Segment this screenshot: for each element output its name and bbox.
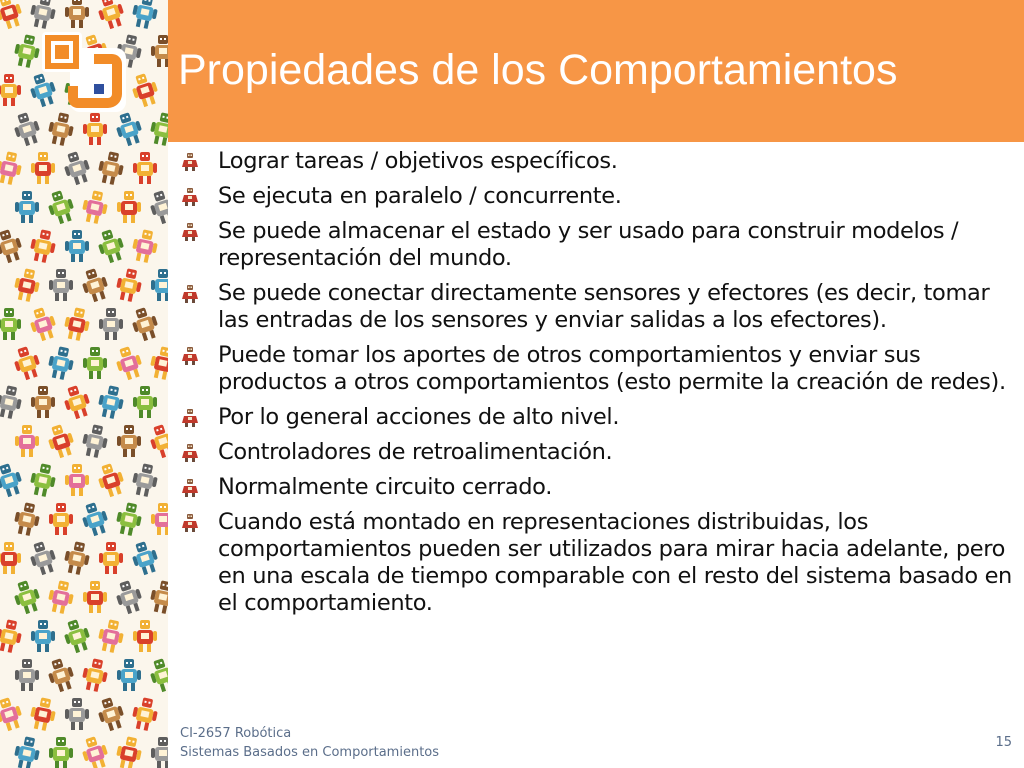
bullet-text: Lograr tareas / objetivos específicos.: [218, 148, 618, 174]
bullet-item: [180, 183, 1016, 210]
slide-footer: [180, 724, 439, 762]
bullet-text: Por lo general acciones de alto nivel.: [218, 404, 620, 430]
bullet-item: [180, 148, 1016, 175]
university-logo: [40, 26, 132, 118]
robot-icon: [180, 478, 200, 498]
bullet-text: Normalmente circuito cerrado.: [218, 474, 553, 500]
robot-icon: [180, 187, 200, 207]
bullet-item: [180, 342, 1016, 396]
bullet-item: [180, 280, 1016, 334]
bullet-text: Se ejecuta en paralelo / concurrente.: [218, 183, 622, 209]
footer-topic: Sistemas Basados en Comportamientos: [180, 745, 440, 760]
bullet-text: Controladores de retroalimentación.: [218, 439, 613, 465]
bullet-text: Se puede almacenar el estado y ser usado para construir modelos / representación del mundo.: [218, 218, 959, 271]
robot-icon: [180, 222, 200, 242]
robot-icon: [180, 346, 200, 366]
bullet-item: [180, 404, 1016, 431]
robot-icon: [180, 408, 200, 428]
robot-icon: [180, 443, 200, 463]
bullet-item: [180, 218, 1016, 272]
robot-icon: [180, 152, 200, 172]
slide-number: 15: [995, 735, 1012, 750]
bullet-text: Cuando está montado en representaciones distribuidas, los comportamientos pueden ser utilizados para mirar hacia adelante, pero en una escala de tiempo comparable con el resto del sistema basado en el comportamiento.: [218, 509, 1012, 616]
bullet-item: [180, 474, 1016, 501]
slide-content: [180, 148, 1016, 625]
robot-icon: [180, 513, 200, 533]
slide-title: Propiedades de los Comportamientos: [178, 46, 898, 94]
bullet-text: Se puede conectar directamente sensores y efectores (es decir, tomar las entradas de los sensores y enviar salidas a los efectores).: [218, 280, 990, 333]
robot-icon: [180, 284, 200, 304]
footer-course: CI-2657 Robótica: [180, 726, 292, 741]
bullet-text: Puede tomar los aportes de otros comportamientos y enviar sus productos a otros comportamientos (esto permite la creación de redes).: [218, 342, 1006, 395]
bullet-item: [180, 509, 1016, 617]
bullet-item: [180, 439, 1016, 466]
bullet-list: [180, 148, 1016, 617]
